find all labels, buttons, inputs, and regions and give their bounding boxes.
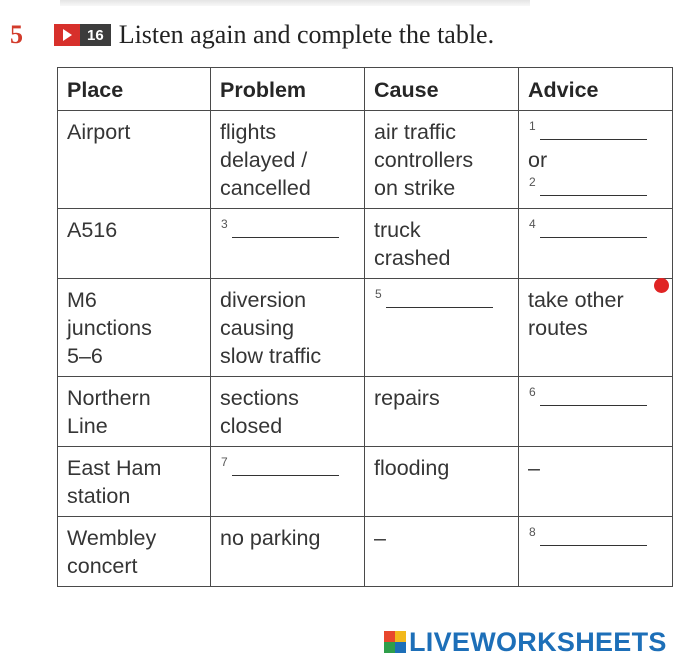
- cell-advice: [519, 377, 673, 447]
- cell-text: East Ham: [67, 456, 162, 480]
- cell-text: station: [67, 484, 131, 508]
- liveworksheets-branding: [384, 626, 667, 658]
- cell-cause: [365, 377, 519, 447]
- cell-text: Wembley: [67, 526, 157, 550]
- exercise-number: 5: [10, 20, 23, 49]
- cell-text: no parking: [220, 526, 321, 550]
- cell-text: take other: [528, 288, 624, 312]
- cell-text: –: [374, 526, 386, 550]
- cell-text: M6: [67, 288, 97, 312]
- cell-cause: [365, 447, 519, 517]
- cell-text: truck: [374, 218, 421, 242]
- blank-number: 3: [221, 217, 228, 231]
- cell-problem: [211, 279, 365, 377]
- cell-text: Airport: [67, 120, 131, 144]
- blank-number: 2: [529, 175, 536, 189]
- answer-blank-3[interactable]: [220, 216, 355, 244]
- cell-problem: [211, 209, 365, 279]
- table-row: [58, 111, 673, 209]
- table-row: [58, 377, 673, 447]
- cell-problem: [211, 517, 365, 587]
- cell-advice: [519, 279, 673, 377]
- cropped-previous-text: [60, 0, 530, 6]
- cell-text: flooding: [374, 456, 450, 480]
- red-dot-marker[interactable]: [654, 278, 669, 293]
- exercise-header: [10, 18, 494, 52]
- cell-text: junctions: [67, 316, 152, 340]
- cell-text: causing: [220, 316, 295, 340]
- audio-track-button[interactable]: [54, 24, 111, 46]
- cell-advice: [519, 447, 673, 517]
- cell-advice: [519, 111, 673, 209]
- cell-text: crashed: [374, 246, 451, 270]
- header-advice: Advice: [519, 68, 673, 111]
- cell-problem: [211, 447, 365, 517]
- header-cause: Cause: [365, 68, 519, 111]
- table-row: [58, 447, 673, 517]
- cell-text: closed: [220, 414, 283, 438]
- cell-text: diversion: [220, 288, 307, 312]
- brand-text: LIVEWORKSHEETS: [409, 626, 667, 657]
- cell-text: flights: [220, 120, 277, 144]
- answer-blank-4[interactable]: [528, 216, 663, 244]
- cell-text: slow traffic: [220, 344, 322, 368]
- table-row: [58, 209, 673, 279]
- answer-blank-7[interactable]: [220, 454, 355, 482]
- instruction-text: Listen again and complete the table.: [118, 20, 495, 49]
- cell-place: [58, 111, 211, 209]
- cell-text: or: [528, 148, 548, 172]
- blank-number: 8: [529, 525, 536, 539]
- blank-number: 5: [375, 287, 382, 301]
- completion-table: [57, 67, 673, 587]
- cell-place: [58, 209, 211, 279]
- table-header-row: [58, 68, 673, 111]
- cell-advice: [519, 209, 673, 279]
- answer-blank-2[interactable]: [528, 174, 663, 202]
- cell-text: repairs: [374, 386, 440, 410]
- cell-cause: [365, 279, 519, 377]
- answer-blank-5[interactable]: [374, 286, 509, 314]
- cell-advice: [519, 517, 673, 587]
- table-row: [58, 517, 673, 587]
- cell-text: Line: [67, 414, 108, 438]
- answer-blank-8[interactable]: [528, 524, 663, 552]
- header-problem: Problem: [211, 68, 365, 111]
- cell-text: on strike: [374, 176, 456, 200]
- blank-number: 6: [529, 385, 536, 399]
- track-number: 16: [80, 24, 111, 46]
- cell-text: cancelled: [220, 176, 311, 200]
- cell-text: concert: [67, 554, 138, 578]
- cell-text: controllers: [374, 148, 474, 172]
- cell-text: sections: [220, 386, 299, 410]
- cell-problem: [211, 377, 365, 447]
- cell-place: [58, 377, 211, 447]
- cell-place: [58, 517, 211, 587]
- cell-text: Northern: [67, 386, 151, 410]
- cell-text: A516: [67, 218, 118, 242]
- table-row: [58, 279, 673, 377]
- liveworksheets-logo-icon: [384, 631, 406, 653]
- cell-cause: [365, 111, 519, 209]
- cell-text: routes: [528, 316, 588, 340]
- cell-cause: [365, 517, 519, 587]
- cell-place: [58, 447, 211, 517]
- answer-blank-6[interactable]: [528, 384, 663, 412]
- play-icon[interactable]: [54, 24, 80, 46]
- cell-problem: [211, 111, 365, 209]
- header-place: Place: [58, 68, 211, 111]
- blank-number: 1: [529, 119, 536, 133]
- blank-number: 4: [529, 217, 536, 231]
- cell-text: air traffic: [374, 120, 457, 144]
- cell-place: [58, 279, 211, 377]
- cell-text: delayed /: [220, 148, 308, 172]
- cell-text: –: [528, 456, 540, 480]
- cell-cause: [365, 209, 519, 279]
- answer-blank-1[interactable]: [528, 118, 663, 146]
- cell-text: 5–6: [67, 344, 103, 368]
- blank-number: 7: [221, 455, 228, 469]
